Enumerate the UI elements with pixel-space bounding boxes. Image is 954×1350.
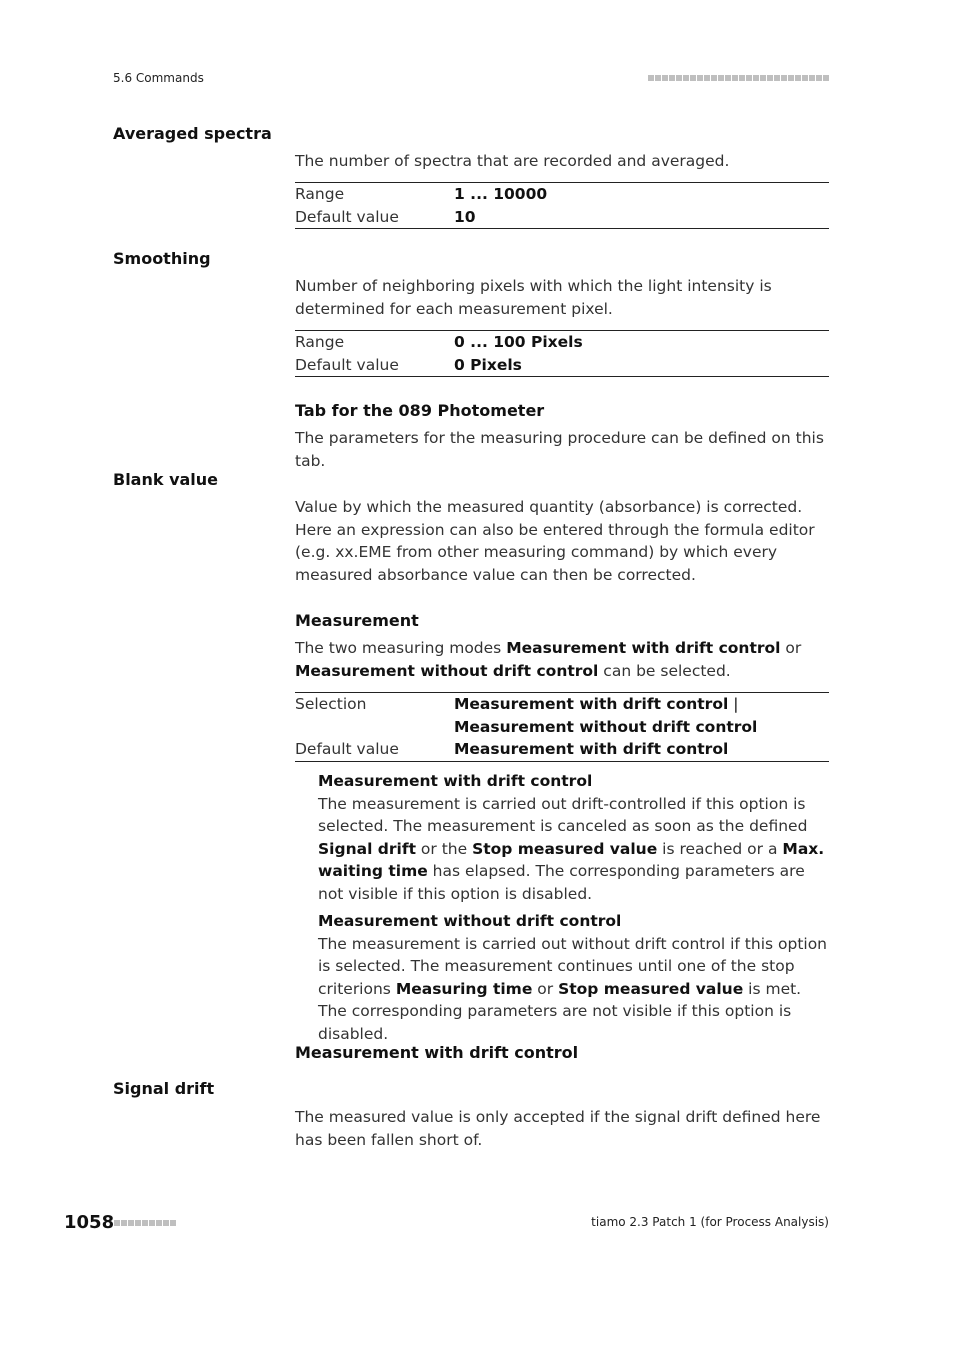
footer-product: tiamo 2.3 Patch 1 (for Process Analysis) [591,1215,829,1229]
row-key: Selection [295,695,367,713]
blank-value-description: Value by which the measured quantity (absorbance) is corrected. Here an expression can also be entered through the formula editor (e.g. xx.EME from other measuring command) by which every measured absorbance value can then be corrected. [295,498,815,584]
param-title-signal-drift: Signal drift [113,1079,215,1098]
param-title-averaged-spectra: Averaged spectra [113,124,272,143]
running-header-section: 5.6 Commands [113,71,204,85]
option-title: Measurement with drift control [318,772,593,790]
row-value: Measurement with drift control | Measurement without drift control [454,695,758,736]
table-row [295,693,829,738]
option-with-drift-control [318,770,830,905]
tab-photometer-description: The parameters for the measuring procedure can be defined on this tab. [295,429,824,470]
row-key: Range [295,333,345,351]
row-value: 0 ... 100 Pixels [454,333,583,351]
subsection-title-measurement: Measurement [295,611,419,630]
table-row [295,331,829,354]
table-row [295,183,829,206]
table-row [295,354,829,377]
param-title-smoothing: Smoothing [113,249,211,268]
averaged-spectra-description: The number of spectra that are recorded and averaged. [295,152,730,170]
option-description: The measurement is carried out drift-controlled if this option is selected. The measurement is canceled as soon as the defined Signal drift or the Stop measured value is reached or a Max. waiting time has elapsed. The corresponding parameters are not visible if this option is disabled. [318,794,825,903]
row-key: Default value [295,740,399,758]
row-value: 1 ... 10000 [454,185,548,203]
row-key: Default value [295,207,399,226]
option-description: The measurement is carried out without drift control if this option is selected. The measurement continues until one of the stop criterions Measuring time or Stop measured value is met. The corresponding parameters are not visible if this option is disabled. [318,934,828,1043]
param-title-blank-value: Blank value [113,470,219,489]
subsection-title-drift-control: Measurement with drift control [295,1043,579,1062]
header-decoration-dots [648,75,830,81]
row-value: 0 Pixels [454,355,522,374]
smoothing-description: Number of neighboring pixels with which the light intensity is determined for each measurement pixel. [295,277,772,318]
measurement-table [295,692,829,762]
table-row [295,206,829,229]
subsection-title-tab-photometer: Tab for the 089 Photometer [295,401,545,420]
row-key: Default value [295,355,399,374]
table-row [295,738,829,761]
measurement-description: The two measuring modes Measurement with drift control or Measurement without drift control can be selected. [295,639,802,680]
footer-decoration-dots [114,1220,177,1226]
page-number: 1058 [64,1212,115,1233]
option-title: Measurement without drift control [318,912,622,930]
option-without-drift-control [318,910,830,1045]
signal-drift-description: The measured value is only accepted if the signal drift defined here has been fallen short of. [295,1108,821,1149]
smoothing-table [295,330,829,377]
row-key: Range [295,185,345,203]
averaged-spectra-table [295,182,829,229]
row-value: Measurement with drift control [454,740,729,758]
row-value: 10 [454,207,476,226]
